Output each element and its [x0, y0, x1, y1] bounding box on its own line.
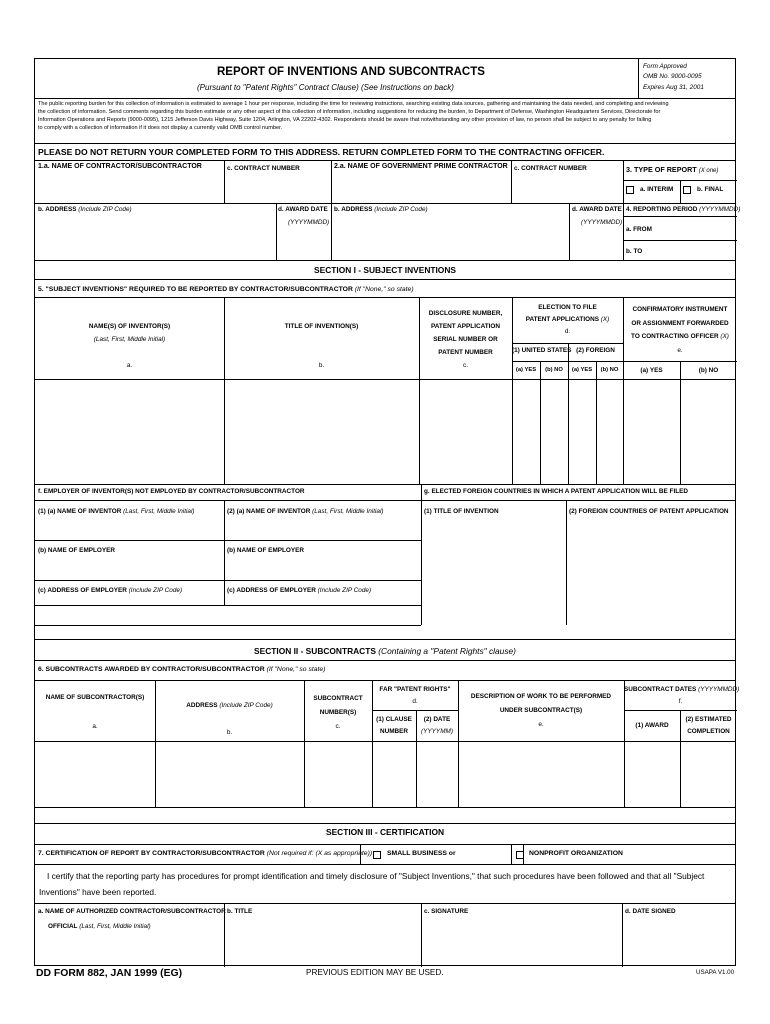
section-3-title: SECTION III - CERTIFICATION	[325, 827, 445, 837]
contract-number-label: c. CONTRACT NUMBER	[227, 165, 300, 172]
signature-label: c. SIGNATURE	[424, 908, 469, 915]
prime-address-label: b. ADDRESS (Include ZIP Code)	[334, 206, 428, 213]
interim-label: a. INTERIM	[640, 186, 674, 193]
s2-address-header: ADDRESS (Include ZIP Code)	[186, 702, 273, 709]
official-name-label-2: OFFICIAL (Last, First, Middle Initial)	[48, 923, 151, 930]
award-date-format: (YYYYMMDD)	[288, 219, 330, 226]
employer-1-address-label: (c) ADDRESS OF EMPLOYER (Include ZIP Code)	[38, 587, 183, 594]
official-name-label-1: a. NAME OF AUTHORIZED CONTRACTOR/SUBCONTRACTOR	[38, 908, 226, 915]
work-description-entry-area[interactable]	[460, 743, 622, 805]
prime-contract-number-field[interactable]	[514, 175, 620, 199]
report-type-label: 3. TYPE OF REPORT (X one)	[626, 165, 719, 174]
clause-date-header-1: (2) DATE	[423, 716, 451, 723]
clause-date-header-2: (YYYYMM)	[421, 728, 453, 735]
prime-contractor-name-label: 2.a. NAME OF GOVERNMENT PRIME CONTRACTOR	[334, 163, 508, 170]
inventors-format: (Last, First, Middle Initial)	[93, 336, 166, 343]
foreign-no-header: (b) NO	[600, 367, 619, 373]
nonprofit-label: NONPROFIT ORGANIZATION	[529, 850, 623, 857]
disclosure-header-3: SERIAL NUMBER OR	[433, 336, 498, 343]
estimated-completion-header-2: COMPLETION	[687, 728, 730, 735]
s2-col-a-label: a.	[92, 723, 98, 730]
final-checkbox[interactable]	[683, 186, 691, 194]
contractor-name-label: 1.a. NAME OF CONTRACTOR/SUBCONTRACTOR	[38, 163, 202, 170]
confirm-header-3: TO CONTRACTING OFFICER (X)	[631, 333, 729, 340]
s2-col-c-label: c.	[335, 723, 341, 730]
subcontractor-address-entry-area[interactable]	[157, 743, 302, 805]
election-header-1: ELECTION TO FILE	[538, 304, 597, 311]
return-warning: PLEASE DO NOT RETURN YOUR COMPLETED FORM TO THIS ADDRESS. RETURN COMPLETED FORM TO THE CONTRACTING OFFICER.	[38, 147, 605, 157]
subcontractor-name-header: NAME OF SUBCONTRACTOR(S)	[45, 694, 145, 701]
signature-field[interactable]	[424, 919, 619, 965]
estimated-completion-header-1: (2) ESTIMATED	[685, 716, 732, 723]
prime-award-date-format: (YYYYMMDD)	[581, 219, 623, 226]
confirm-no-header: (b) NO	[698, 367, 719, 374]
united-states-header: (1) UNITED STATES	[512, 347, 572, 354]
subcontract-number-header-2: NUMBER(S)	[319, 709, 357, 716]
burden-statement-2: the collection of information. Send comments regarding this burden estimate or any other aspect of this collection of information, including suggestions for reducing the burden, to Department of Defense, Washington Headquarters Services, Directorate for	[38, 109, 661, 115]
award-date-header: (1) AWARD	[635, 722, 669, 729]
disclosure-header-1: DISCLOSURE NUMBER,	[428, 310, 503, 317]
interim-checkbox[interactable]	[626, 186, 634, 194]
section-1-title: SECTION I - SUBJECT INVENTIONS	[314, 265, 456, 275]
item-g-label: g. ELECTED FOREIGN COUNTRIES IN WHICH A PATENT APPLICATION WILL BE FILED	[424, 488, 689, 495]
official-title-label: b. TITLE	[227, 908, 253, 915]
official-title-field[interactable]	[227, 919, 418, 965]
confirm-header-1: CONFIRMATORY INSTRUMENT	[632, 306, 728, 313]
description-header-2: UNDER SUBCONTRACT(S)	[499, 707, 583, 714]
subcontract-number-header-1: SUBCONTRACT	[313, 695, 363, 702]
dd-form-882	[34, 58, 741, 966]
far-patent-rights-header: FAR "PATENT RIGHTS"	[379, 686, 451, 693]
clause-number-header-2: NUMBER	[379, 728, 409, 735]
foreign-yes-header: (a) YES	[571, 367, 593, 373]
date-signed-field[interactable]	[625, 919, 734, 965]
burden-statement-4: to comply with a collection of information if it does not display a currently valid OMB control number.	[38, 125, 283, 131]
inventor-2-name-label: (2) (a) NAME OF INVENTOR (Last, First, Middle Initial)	[227, 508, 384, 515]
certification-statement-1: I certify that the reporting party has procedures for prompt identification and timely disclosure of "Subject Inventions," that such procedures have been followed and that all "Subject	[47, 871, 705, 881]
disclosure-header-2: PATENT APPLICATION	[431, 323, 500, 330]
invention-titles-entry-area[interactable]	[226, 381, 417, 482]
col-a-label: a.	[126, 362, 133, 369]
g-title-of-invention-label: (1) TITLE OF INVENTION	[424, 508, 499, 515]
reporting-period-label: 4. REPORTING PERIOD (YYYYMMDD)	[626, 206, 741, 213]
expiration-date: Expires Aug 31, 2001	[643, 84, 704, 91]
contract-number-field[interactable]	[227, 175, 327, 199]
inventor-1-name-label: (1) (a) NAME OF INVENTOR (Last, First, Middle Initial)	[38, 508, 195, 515]
col-e-label: e.	[677, 347, 683, 354]
form-subtitle: (Pursuant to "Patent Rights" Contract Clause) (See Instructions on back)	[197, 83, 454, 92]
patent-numbers-entry-area[interactable]	[421, 381, 510, 482]
s2-col-e-label: e.	[538, 721, 544, 728]
omb-number: OMB No. 9000-0095	[643, 73, 702, 80]
s2-col-b-label: b.	[226, 729, 233, 736]
period-from-label: a. FROM	[626, 226, 652, 233]
prime-address-field[interactable]	[334, 216, 566, 258]
certification-statement-2: Inventions" have been reported.	[39, 887, 157, 897]
col-d-label: d.	[564, 328, 571, 335]
s2-col-d-label: d.	[412, 698, 418, 705]
us-yes-header: (a) YES	[515, 367, 537, 373]
final-label: b. FINAL	[697, 186, 724, 193]
form-approved: Form Approved	[643, 63, 687, 70]
us-no-header: (b) NO	[545, 367, 563, 373]
item-f-label: f. EMPLOYER OF INVENTOR(S) NOT EMPLOYED BY CONTRACTOR/SUBCONTRACTOR	[38, 488, 305, 495]
title-of-invention-header: TITLE OF INVENTION(S)	[284, 323, 359, 330]
election-header-2: PATENT APPLICATIONS (X)	[525, 316, 610, 323]
form-title: REPORT OF INVENTIONS AND SUBCONTRACTS	[217, 66, 485, 78]
col-b-label: b.	[318, 362, 325, 369]
s2-col-f-label: f.	[678, 698, 683, 705]
disclosure-header-4: PATENT NUMBER	[438, 349, 493, 356]
item-7-label: 7. CERTIFICATION OF REPORT BY CONTRACTOR/SUBCONTRACTOR (Not required if: (X as appropriate))	[38, 850, 373, 857]
inventors-header: NAME(S) OF INVENTOR(S)	[88, 323, 171, 330]
employer-2-name-label: (b) NAME OF EMPLOYER	[227, 547, 305, 554]
form-identifier: DD FORM 882, JAN 1999 (EG)	[36, 968, 183, 979]
item-6-label: 6. SUBCONTRACTS AWARDED BY CONTRACTOR/SUBCONTRACTOR (If "None," so state)	[38, 666, 326, 673]
employer-2-address-label: (c) ADDRESS OF EMPLOYER (Include ZIP Code)	[227, 587, 372, 594]
col-c-label: c.	[463, 362, 468, 369]
section-2-title: SECTION II - SUBCONTRACTS (Containing a "Patent Rights" clause)	[254, 646, 516, 656]
contractor-address-field[interactable]	[38, 216, 272, 258]
subcontractor-entry-area[interactable]	[37, 743, 153, 805]
version-label: USAPA V1.00	[696, 969, 735, 976]
award-date-label: d. AWARD DATE	[278, 206, 328, 213]
burden-statement-3: Information Operations and Reports (9000-0095), 1215 Jefferson Davis Highway, Suite 1204, Arlington, VA 22202-4302. Respondents should be aware that notwithstanding any other provision of law, no person shall be subject to any penalty for failing	[38, 117, 652, 123]
previous-edition-note: PREVIOUS EDITION MAY BE USED.	[306, 968, 444, 977]
employer-1-name-label: (b) NAME OF EMPLOYER	[38, 547, 116, 554]
prime-award-date-label: d. AWARD DATE	[572, 206, 622, 213]
prime-contract-number-label: c. CONTRACT NUMBER	[514, 165, 587, 172]
address-label: b. ADDRESS (Include ZIP Code)	[38, 206, 132, 213]
period-to-label: b. TO	[626, 248, 643, 255]
prime-contractor-name-field[interactable]	[334, 175, 508, 199]
inventors-entry-area[interactable]	[37, 381, 222, 482]
confirm-yes-header: (a) YES	[640, 367, 663, 374]
description-header-1: DESCRIPTION OF WORK TO BE PERFORMED	[470, 693, 612, 700]
confirm-header-2: OR ASSIGNMENT FORWARDED	[631, 320, 729, 327]
burden-statement-1: The public reporting burden for this collection of information is estimated to average 1 hour per response, including the time for reviewing instructions, searching existing data sources, gathering and maintaining the data needed, and completing and reviewing	[38, 101, 669, 107]
item-5-label: 5. "SUBJECT INVENTIONS" REQUIRED TO BE REPORTED BY CONTRACTOR/SUBCONTRACTOR (If "None," so state)	[38, 286, 414, 293]
clause-number-header-1: (1) CLAUSE	[376, 716, 412, 723]
small-business-label: SMALL BUSINESS or	[387, 850, 456, 857]
contractor-name-field[interactable]	[38, 175, 221, 199]
date-signed-label: d. DATE SIGNED	[625, 908, 676, 915]
subcontract-dates-header: SUBCONTRACT DATES (YYYYMMDD)	[624, 686, 740, 693]
g-foreign-countries-label: (2) FOREIGN COUNTRIES OF PATENT APPLICATION	[569, 508, 729, 515]
small-business-checkbox[interactable]	[373, 851, 381, 859]
foreign-header: (2) FOREIGN	[576, 347, 615, 354]
official-name-field[interactable]	[38, 935, 221, 965]
